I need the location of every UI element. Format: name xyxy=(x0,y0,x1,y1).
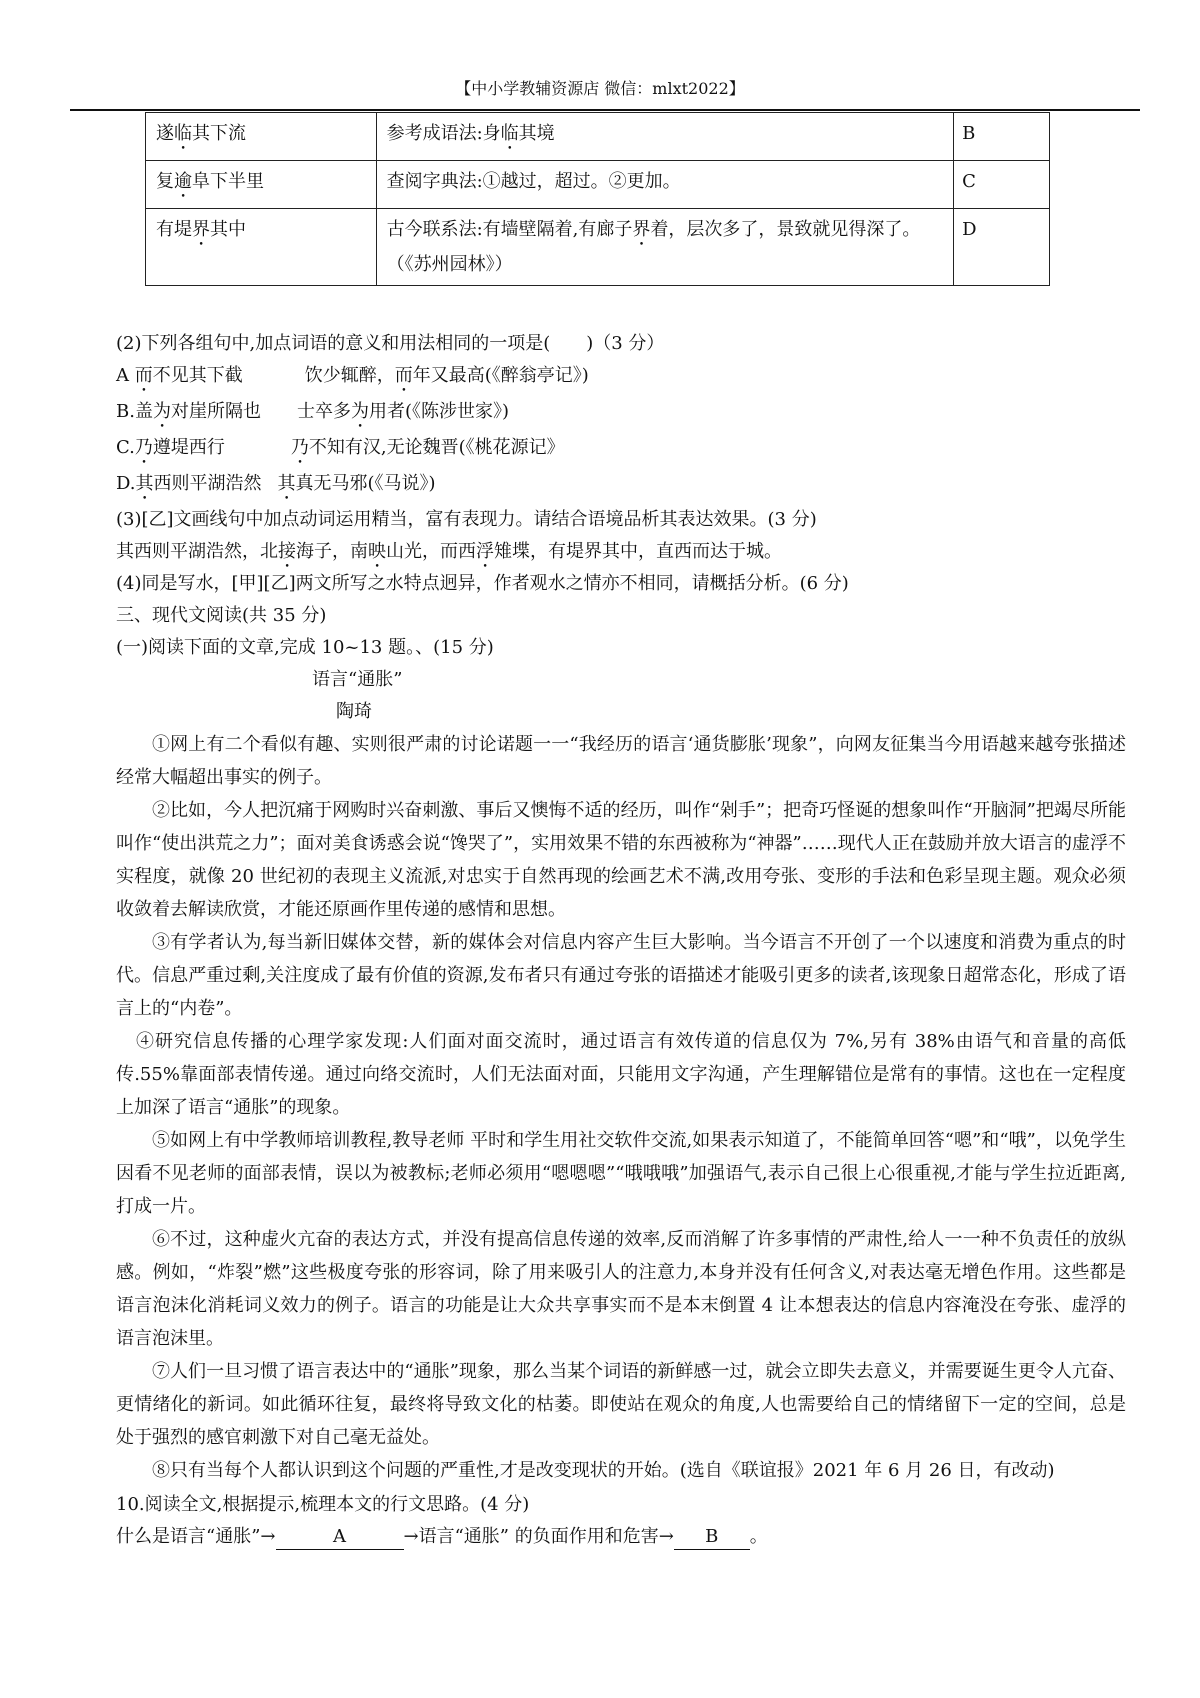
table-cell-option: D xyxy=(954,209,1050,286)
question-3-stem: (3)[乙]文画线句中加点动词运用精当，富有表现力。请结合语境品析其表达效果。(3 分) xyxy=(116,509,817,530)
article-paragraph-8: ⑧只有当每个人都认识到这个问题的严重性,才是改变现状的开始。(选自《联谊报》2021 年 6 月 26 日，有改动) xyxy=(152,1460,1055,1481)
article-paragraph-5: ⑤如网上有中学教师培训教程,教导老师 平时和学生用社交软件交流,如果表示知道了，不能简单回答“嗯”和“哦”，以免学生因看不见老师的面部表情，误以为被教标;老师必须用“嗯嗯嗯”“哦哦哦”加强语气,表示自己很上心很重视,才能与学生拉近距离,打成一片。 xyxy=(116,1130,1126,1217)
article-paragraph-2: ②比如，今人把沉痛于网购时兴奋刺激、事后又懊悔不适的经历，叫作“剁手”；把奇巧怪诞的想象叫作“开脑洞”把竭尽所能叫作“使出洪荒之力”；面对美食诱惑会说“馋哭了”，实用效果不错的东西被称为“神器”……现代人正在鼓励并放大语言的虚浮不实程度，就像 20 世纪初的表现主义流派,对忠实于自然再现的绘画艺术不满,改用夸张、变形的手法和色彩呈现主题。观众必须收敛着去解读欣赏，才能还原画作里传递的感情和思想。 xyxy=(116,800,1126,920)
question-2-option-c: C.乃遵堤西行 乃不知有汉,无论魏晋(《桃花源记》 xyxy=(116,437,565,458)
blank-b[interactable]: B xyxy=(674,1525,750,1550)
exam-content xyxy=(116,328,1126,1553)
table-cell-option: C xyxy=(954,161,1050,209)
section-3-subheading: (一)阅读下面的文章,完成 10~13 题。、(15 分) xyxy=(116,637,494,658)
table-cell-method: 查阅字典法:①越过，超过。②更加。 xyxy=(376,161,953,209)
question-3-sentence: 其西则平湖浩然，北接海子，南映山光，而西浮雉堞，有堤界其中，直西而达于城。 xyxy=(116,541,782,562)
article-paragraph-3: ③有学者认为,每当新旧媒体交替，新的媒体会对信息内容产生巨大影响。当今语言不开创了一个以速度和消费为重点的时代。信息严重过剩,关注度成了最有价值的资源,发布者只有通过夸张的语描述才能吸引更多的读者,该现象日超常态化，形成了语言上的“内卷”。 xyxy=(116,932,1126,1019)
question-10-flow: 什么是语言“通胀”→ A →语言“通胀” 的负面作用和危害→ B 。 xyxy=(116,1521,1126,1553)
question-4-stem: (4)同是写水，[甲][乙]两文所写之水特点迥异，作者观水之情亦不相同，请概括分析。(6 分) xyxy=(116,573,849,594)
table-cell-word: 遂临其下流 xyxy=(146,113,377,161)
article-paragraph-7: ⑦人们一旦习惯了语言表达中的“通胀”现象，那么当某个词语的新鲜感一过，就会立即失去意义，并需要诞生更令人亢奋、更情绪化的新词。如此循环往复，最终将导致文化的枯萎。即使站在观众的角度,人也需要给自己的情绪留下一定的空间，总是处于强烈的感官刺激下对自己毫无益处。 xyxy=(116,1361,1126,1448)
question-2-option-a: A 而不见其下截 饮少辄醉，而年又最高(《醉翁亭记》) xyxy=(116,365,589,386)
table-cell-word: 复逾阜下半里 xyxy=(146,161,377,209)
article-author: 陶琦 xyxy=(336,701,372,722)
table-cell-method: 古今联系法:有墙壁隔着,有廊子界着，层次多了，景致就见得深了。（《苏州园林》） xyxy=(376,209,953,286)
section-3-heading: 三、现代文阅读(共 35 分) xyxy=(116,605,327,626)
article-title: 语言“通胀” xyxy=(312,669,403,690)
article-paragraph-4: ④研究信息传播的心理学家发现:人们面对面交流时，通过语言有效传道的信息仅为 7%,另有 38%由语气和音量的高低传.55%靠面部表情传递。通过向络交流时，人们无法面对面，只能用文字沟通，产生理解错位是常有的事情。这也在一定程度上加深了语言“通胀”的现象。 xyxy=(116,1031,1126,1118)
question-2-option-b: B.盖为对崖所隔也 士卒多为用者(《陈涉世家》) xyxy=(116,401,509,422)
vocab-table xyxy=(145,112,1050,286)
question-2-option-d: D.其西则平湖浩然 其真无马邪(《马说》) xyxy=(116,473,436,494)
question-10-stem: 10.阅读全文,根据提示,梳理本文的行文思路。(4 分) xyxy=(116,1494,530,1515)
table-cell-method: 参考成语法:身临其境 xyxy=(376,113,953,161)
blank-a[interactable]: A xyxy=(276,1525,404,1550)
page-header: 【中小学教辅资源店 微信：mlxt2022】 xyxy=(455,79,745,98)
question-2-stem: (2)下列各组句中,加点词语的意义和用法相同的一项是( )（3 分） xyxy=(116,333,665,354)
article-paragraph-6: ⑥不过，这种虚火亢奋的表达方式，并没有提高信息传递的效率,反而消解了许多事情的严肃性,给人一一种不负责任的放纵感。例如，“炸裂”燃”这些极度夸张的形容词，除了用来吸引人的注意力,本身并没有任何含义,对表达毫无增色作用。这些都是语言泡沫化消耗词义效力的例子。语言的功能是让大众共享事实而不是本末倒置 4 让本想表达的信息内容淹没在夸张、虚浮的语言泡沫里。 xyxy=(116,1229,1126,1349)
header-divider xyxy=(70,109,1140,111)
article-paragraph-1: ①网上有二个看似有趣、实则很严肃的讨论诺题一一“我经历的语言‘通货膨胀’现象”，向网友征集当今用语越来越夸张描述经常大幅超出事实的例子。 xyxy=(116,734,1126,788)
table-row xyxy=(146,209,1050,286)
table-row xyxy=(146,113,1050,161)
table-cell-word: 有堤界其中 xyxy=(146,209,377,286)
table-cell-option: B xyxy=(954,113,1050,161)
table-row xyxy=(146,161,1050,209)
